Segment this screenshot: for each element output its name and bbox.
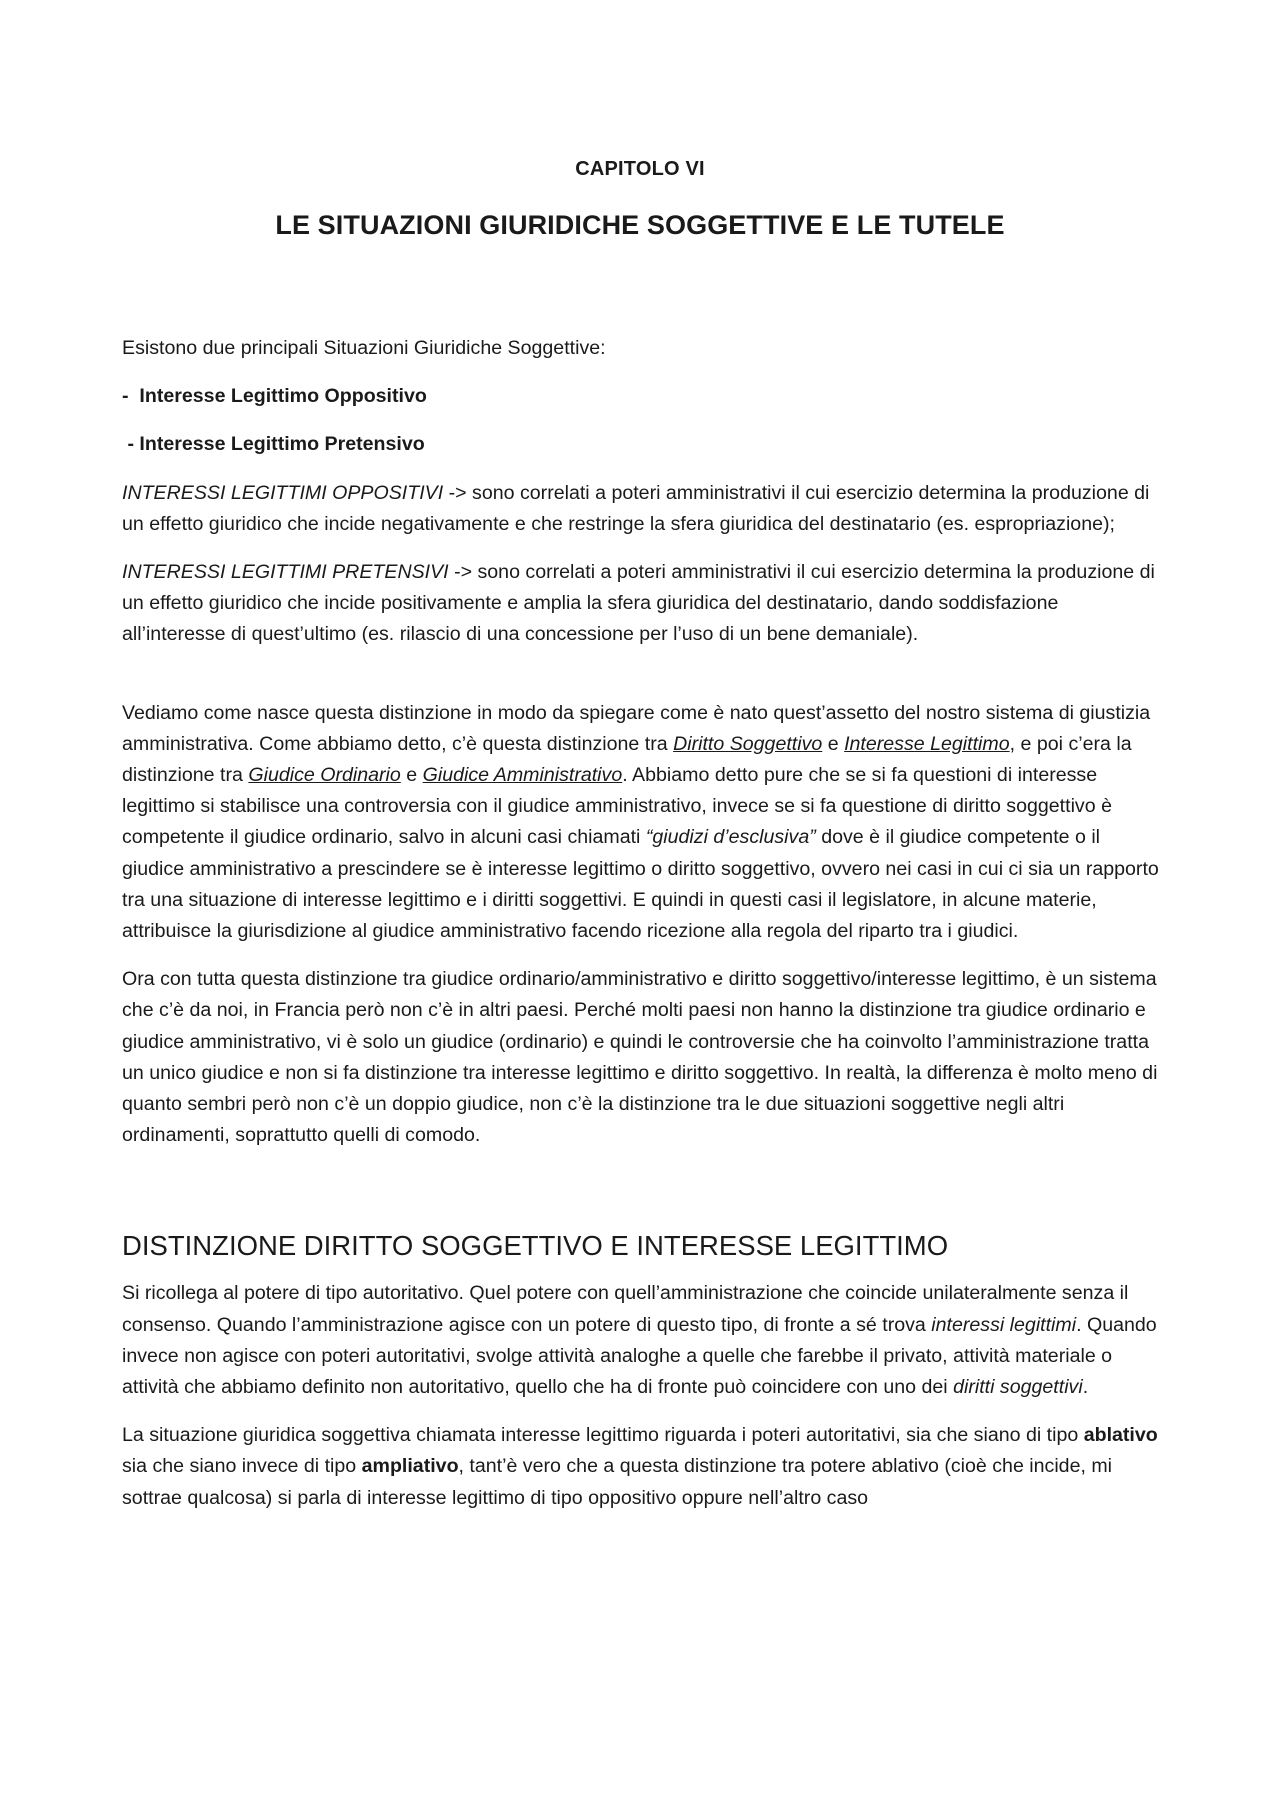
paragraph-vediamo — [122, 698, 1162, 948]
text-oppositivi: -> sono correlati a poteri amministrativi il cui esercizio determina la produzione di un effetto giuridico che incide negativamente e che restringe la sfera giuridica del destinatario (es. espropriazione); — [122, 481, 1150, 535]
italic-term-interessi-legittimi: interessi legittimi — [931, 1313, 1077, 1336]
term-pretensivi: INTERESSI LEGITTIMI PRETENSIVI — [122, 561, 449, 584]
paragraph-ricollega — [122, 1278, 1162, 1403]
intro-paragraph: Esistono due principali Situazioni Giuridiche Soggettive: — [122, 337, 606, 359]
bold-term-ampliativo: ampliativo — [361, 1455, 459, 1478]
section-heading: DISTINZIONE DIRITTO SOGGETTIVO E INTERESSE LEGITTIMO — [122, 1230, 949, 1262]
text-pretensivi: -> sono correlati a poteri amministrativi il cui esercizio determina la produzione di un effetto giuridico che incide positivamente e amplia la sfera giuridica del destinatario, dando soddisfazione all’interesse di quest’ultimo (es. rilascio di una concessione per l’uso di un bene demaniale). — [122, 561, 1155, 646]
paragraph-oppositivi — [122, 478, 1162, 540]
bold-term-ablativo: ablativo — [1083, 1424, 1158, 1447]
text-run: La situazione giuridica soggettiva chiamata interesse legittimo riguarda i poteri autoritativi, sia che siano di tipo — [122, 1424, 1084, 1447]
underlined-term-interesse-legittimo: Interesse Legittimo — [844, 732, 1010, 755]
text-run: , tant’è vero che a questa distinzione tra potere ablativo (cioè che incide, mi sottrae qualcosa) si parla di interesse legittimo di tipo oppositivo oppure nell’altro caso — [122, 1455, 1113, 1509]
underlined-term-giudice-ordinario: Giudice Ordinario — [248, 764, 401, 787]
text-run: . Quando invece non agisce con poteri autoritativi, svolge attività analoghe a quelle che farebbe il privato, attività materiale o attività che abbiamo definito non autoritativo, quello che ha di fronte può coincidere con uno dei — [122, 1313, 1157, 1399]
chapter-title: LE SITUAZIONI GIURIDICHE SOGGETTIVE E LE TUTELE — [275, 210, 1005, 240]
text-run: . — [1082, 1376, 1089, 1399]
paragraph-ora: Ora con tutta questa distinzione tra giudice ordinario/amministrativo e diritto soggettivo/interesse legittimo, è un sistema che c’è da noi, in Francia però non c’è in altri paesi. Perché molti paesi non hanno la distinzione tra giudice ordinario e giudice amministrativo, vi è solo un giudice (ordinario) e quindi le controversie che ha coinvolto l’amministrazione tratta un unico giudice e non si fa distinzione tra interesse legittimo e diritto soggettivo. In realtà, la differenza è molto meno di quanto sembri però non c’è un doppio giudice, non c’è la distinzione tra le due situazioni soggettive negli altri ordinamenti, soprattutto quelli di comodo. — [122, 968, 1158, 1147]
text-run: dove è il giudice competente o il giudice amministrativo a prescindere se è interesse legittimo o diritto soggettivo, ovvero nei casi in cui ci sia un rapporto tra una situazione di interesse legittimo e i diritti soggettivi. E quindi in questi casi il legislatore, in alcune materie, attribuisce la giurisdizione al giudice amministrativo facendo ricezione alla regola del riparto tra i giudici. — [122, 826, 1159, 943]
underlined-term-diritto-soggettivo: Diritto Soggettivo — [673, 732, 823, 755]
italic-term-diritti-soggettivi: diritti soggettivi — [953, 1376, 1083, 1399]
term-oppositivi: INTERESSI LEGITTIMI OPPOSITIVI — [122, 481, 444, 504]
underlined-term-giudice-amministrativo: Giudice Amministrativo — [422, 764, 623, 787]
text-run: . Abbiamo detto pure che se si fa questioni di interesse legittimo si stabilisce una controversia con il giudice amministrativo, invece se si fa questione di diritto soggettivo è competente il giudice ordinario, salvo in alcuni casi chiamati — [122, 764, 1112, 849]
text-run: Si ricollega al potere di tipo autoritativo. Quel potere con quell’amministrazione che coincide unilateralmente senza il consenso. Quando l’amministrazione agisce con un potere di questo tipo, di fronte a sé trova — [122, 1282, 1129, 1336]
text-run: , e poi c’era la distinzione tra — [122, 732, 1132, 787]
spacer — [122, 1168, 1162, 1228]
paragraph-pretensivi — [122, 557, 1162, 651]
spacer — [122, 668, 1162, 698]
italic-term-giudizi-esclusiva: “giudizi d’esclusiva” — [645, 826, 816, 849]
text-run: sia che siano invece di tipo — [122, 1455, 362, 1478]
text-run: Vediamo come nasce questa distinzione in modo da spiegare come è nato quest’assetto del nostro sistema di giustizia amministrativa. Come abbiamo detto, c’è questa distinzione tra — [122, 701, 1151, 755]
chapter-label: CAPITOLO VI — [575, 158, 705, 180]
list-item-oppositivo: - Interesse Legittimo Oppositivo — [122, 385, 427, 408]
paragraph-situazione — [122, 1420, 1162, 1514]
document-body — [122, 333, 1162, 1531]
text-run: e — [822, 732, 845, 755]
list-item-pretensivo: - Interesse Legittimo Pretensivo — [122, 433, 425, 456]
text-run: e — [400, 764, 423, 787]
